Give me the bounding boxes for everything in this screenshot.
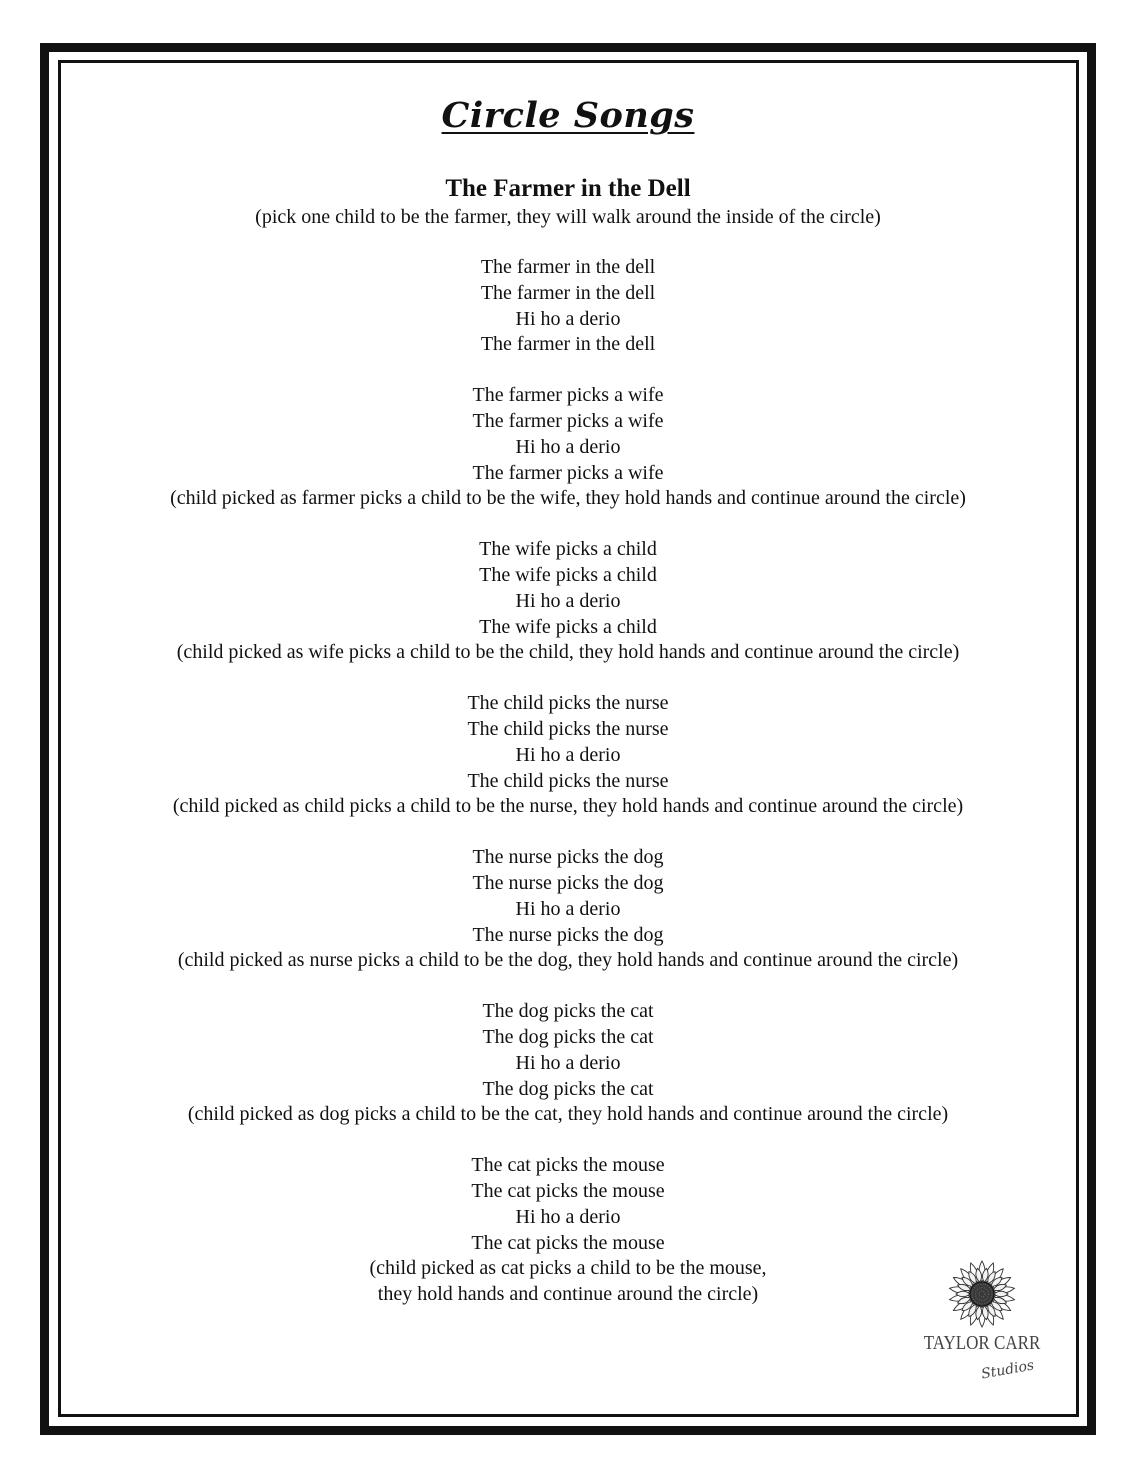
lyric-line: The child picks the nurse <box>467 769 669 792</box>
lyric-line: Hi ho a derio <box>515 435 621 458</box>
lyric-line: The wife picks a child <box>479 563 657 586</box>
lyric-line: The nurse picks the dog <box>472 871 664 894</box>
stanza-instruction: they hold hands and continue around the circle) <box>377 1283 759 1306</box>
logo-brand-text: TAYLOR CARR <box>923 1331 1041 1354</box>
logo-script-text: Studios <box>979 1357 1035 1383</box>
lyric-line: Hi ho a derio <box>515 1205 621 1228</box>
lyric-line: The farmer picks a wife <box>472 384 664 407</box>
lyric-line: The child picks the nurse <box>467 717 669 740</box>
lyric-line: The farmer picks a wife <box>472 461 664 484</box>
lyric-line: The cat picks the mouse <box>471 1231 665 1254</box>
lyric-line: The dog picks the cat <box>482 1077 654 1100</box>
brand-logo <box>920 1258 1044 1390</box>
stanza <box>60 537 1076 666</box>
stanza-instruction: (child picked as child picks a child to be the nurse, they hold hands and continue around the circle) <box>172 795 964 818</box>
stanza <box>60 845 1076 974</box>
stanza-instruction: (child picked as cat picks a child to be the mouse, <box>369 1257 767 1280</box>
lyric-line: The nurse picks the dog <box>472 846 664 869</box>
lyric-line: The dog picks the cat <box>482 1025 654 1048</box>
stanza-instruction: (child picked as nurse picks a child to be the dog, they hold hands and continue around the circle) <box>177 949 959 972</box>
song-intro-instruction: (pick one child to be the farmer, they will walk around the inside of the circle) <box>255 206 881 228</box>
sunflower-icon <box>946 1258 1018 1330</box>
lyric-line: Hi ho a derio <box>515 897 621 920</box>
lyric-line: Hi ho a derio <box>515 307 621 330</box>
stanza-instruction: (child picked as dog picks a child to be the cat, they hold hands and continue around the circle) <box>187 1103 949 1126</box>
lyric-line: The cat picks the mouse <box>471 1154 665 1177</box>
lyric-line: The farmer in the dell <box>480 281 656 304</box>
stanza-instruction: (child picked as wife picks a child to be the child, they hold hands and continue around the circle) <box>176 641 960 664</box>
song-stanzas <box>60 255 1076 1308</box>
lyric-line: The farmer in the dell <box>480 333 656 356</box>
document-title: Circle Songs <box>441 95 695 136</box>
song-title: The Farmer in the Dell <box>445 175 691 202</box>
stanza <box>60 999 1076 1128</box>
lyric-line: Hi ho a derio <box>515 743 621 766</box>
lyric-line: The wife picks a child <box>479 615 657 638</box>
lyric-line: The farmer in the dell <box>480 256 656 278</box>
lyric-line: The child picks the nurse <box>467 692 669 715</box>
lyric-line: The wife picks a child <box>479 538 657 561</box>
stanza-instruction: (child picked as farmer picks a child to be the wife, they hold hands and continue around the circle) <box>170 487 966 510</box>
stanza <box>60 691 1076 820</box>
stanza <box>60 255 1076 358</box>
lyric-line: Hi ho a derio <box>515 589 621 612</box>
lyric-line: Hi ho a derio <box>515 1051 621 1074</box>
lyric-line: The farmer picks a wife <box>472 409 664 432</box>
lyric-line: The nurse picks the dog <box>472 923 664 946</box>
document-body <box>60 95 1076 1308</box>
stanza <box>60 383 1076 512</box>
lyric-line: The cat picks the mouse <box>471 1179 665 1202</box>
lyric-line: The dog picks the cat <box>482 1000 654 1023</box>
